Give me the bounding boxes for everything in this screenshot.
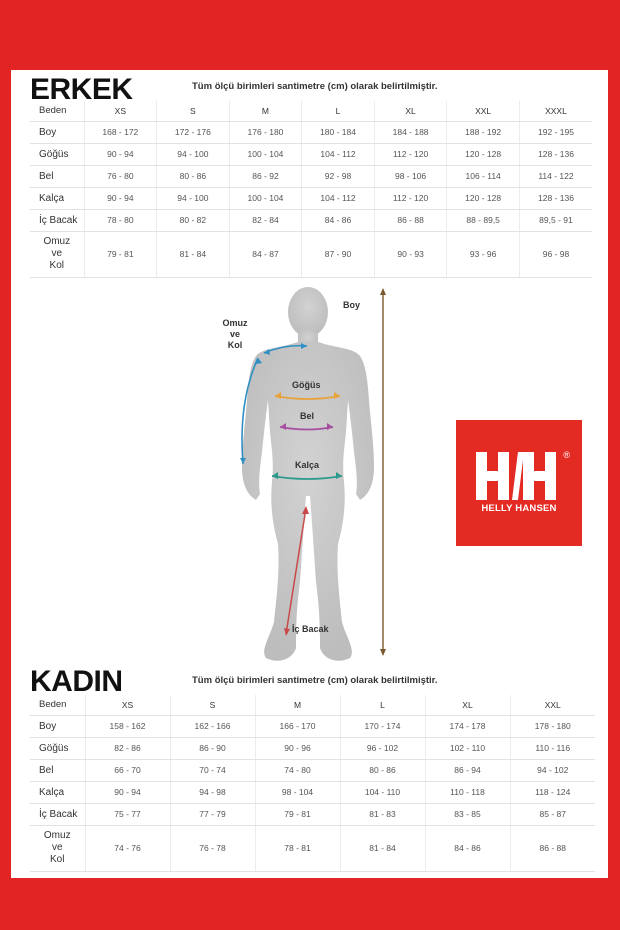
header-cell: S: [170, 695, 255, 715]
table-header-row: [30, 101, 592, 121]
shoulder-arm-label-line: Kol: [227, 340, 243, 350]
table-cell: 96 - 98: [519, 231, 592, 277]
header-cell: L: [340, 695, 425, 715]
table-cell: 86 - 94: [425, 759, 510, 781]
table-cell: 100 - 104: [229, 187, 302, 209]
row-label: İç Bacak: [30, 209, 84, 231]
table-cell: 84 - 87: [229, 231, 302, 277]
table-cell: 75 - 77: [85, 803, 170, 825]
women-units-note: Tüm ölçü birimleri santimetre (cm) olarak belirtilmiştir.: [192, 675, 438, 686]
header-cell: Beden: [30, 695, 85, 715]
table-cell: 170 - 174: [340, 715, 425, 737]
header-cell: M: [255, 695, 340, 715]
table-cell: 86 - 88: [510, 825, 595, 871]
table-row: [30, 737, 595, 759]
table-cell: 188 - 192: [447, 121, 520, 143]
header-cell: XL: [374, 101, 447, 121]
table-row: [30, 715, 595, 737]
men-size-table: [30, 101, 592, 278]
table-cell: 82 - 86: [85, 737, 170, 759]
header-cell: S: [157, 101, 230, 121]
table-cell: 76 - 78: [170, 825, 255, 871]
row-label-line: Omuz: [43, 236, 71, 247]
row-label-line: ve: [51, 842, 63, 853]
inseam-label: İç Bacak: [292, 624, 329, 634]
table-cell: 79 - 81: [84, 231, 157, 277]
helly-hansen-logo: [456, 420, 582, 546]
table-cell: 77 - 79: [170, 803, 255, 825]
row-label: Kalça: [30, 187, 84, 209]
table-cell: 86 - 88: [374, 209, 447, 231]
header-cell: M: [229, 101, 302, 121]
row-label: Göğüs: [30, 737, 85, 759]
table-cell: 110 - 116: [510, 737, 595, 759]
table-cell: 94 - 100: [157, 143, 230, 165]
table-cell: 180 - 184: [302, 121, 375, 143]
table-cell: 120 - 128: [447, 187, 520, 209]
table-row: [30, 121, 592, 143]
row-label-line: Kol: [50, 854, 65, 865]
table-cell: 93 - 96: [447, 231, 520, 277]
table-cell: 78 - 80: [84, 209, 157, 231]
table-cell: 128 - 136: [519, 187, 592, 209]
header-cell: XS: [85, 695, 170, 715]
table-cell: 83 - 85: [425, 803, 510, 825]
table-cell: 114 - 122: [519, 165, 592, 187]
table-cell: 87 - 90: [302, 231, 375, 277]
women-section-title: KADIN: [30, 665, 123, 698]
table-cell: 104 - 112: [302, 143, 375, 165]
table-cell: 128 - 136: [519, 143, 592, 165]
table-cell: 84 - 86: [302, 209, 375, 231]
table-cell: 112 - 120: [374, 143, 447, 165]
row-label: İç Bacak: [30, 803, 85, 825]
table-row: [30, 209, 592, 231]
table-cell: 81 - 84: [340, 825, 425, 871]
table-cell: 79 - 81: [255, 803, 340, 825]
table-row: [30, 165, 592, 187]
table-cell: 158 - 162: [85, 715, 170, 737]
shoulder-arm-label: [220, 318, 250, 351]
table-row: [30, 187, 592, 209]
table-cell: 92 - 98: [302, 165, 375, 187]
table-cell: 102 - 110: [425, 737, 510, 759]
table-cell: 174 - 178: [425, 715, 510, 737]
table-cell: 166 - 170: [255, 715, 340, 737]
table-cell: 80 - 86: [340, 759, 425, 781]
body-measurement-figure: [200, 282, 430, 667]
hip-label: Kalça: [295, 460, 320, 470]
women-size-table: [30, 695, 595, 872]
registered-mark: ®: [563, 450, 570, 460]
table-cell: 94 - 102: [510, 759, 595, 781]
table-row: [30, 803, 595, 825]
table-cell: 178 - 180: [510, 715, 595, 737]
table-cell: 76 - 80: [84, 165, 157, 187]
men-section-title: ERKEK: [30, 73, 133, 106]
table-row: [30, 825, 595, 871]
chest-label: Göğüs: [292, 380, 321, 390]
shoulder-arm-label-line: ve: [229, 329, 240, 339]
table-cell: 89,5 - 91: [519, 209, 592, 231]
row-label: Bel: [30, 165, 84, 187]
table-cell: 118 - 124: [510, 781, 595, 803]
row-label: Bel: [30, 759, 85, 781]
table-cell: 66 - 70: [85, 759, 170, 781]
table-cell: 172 - 176: [157, 121, 230, 143]
height-label: Boy: [343, 300, 361, 310]
table-cell: 162 - 166: [170, 715, 255, 737]
table-cell: 192 - 195: [519, 121, 592, 143]
table-cell: 88 - 89,5: [447, 209, 520, 231]
table-cell: 90 - 94: [84, 143, 157, 165]
men-units-note: Tüm ölçü birimleri santimetre (cm) olarak belirtilmiştir.: [192, 81, 438, 92]
waist-label: Bel: [300, 411, 315, 421]
row-label-line: Omuz: [43, 830, 71, 841]
table-cell: 90 - 96: [255, 737, 340, 759]
table-cell: 80 - 86: [157, 165, 230, 187]
table-row: [30, 143, 592, 165]
header-cell: XXXL: [519, 101, 592, 121]
table-cell: 70 - 74: [170, 759, 255, 781]
table-cell: 86 - 90: [170, 737, 255, 759]
table-header-row: [30, 695, 595, 715]
table-cell: 84 - 86: [425, 825, 510, 871]
table-cell: 120 - 128: [447, 143, 520, 165]
row-label: [30, 825, 85, 871]
table-cell: 104 - 112: [302, 187, 375, 209]
hh-logo-mark-icon: [476, 452, 556, 500]
table-cell: 96 - 102: [340, 737, 425, 759]
row-label: Göğüs: [30, 143, 84, 165]
table-cell: 90 - 94: [84, 187, 157, 209]
header-cell: L: [302, 101, 375, 121]
table-cell: 90 - 93: [374, 231, 447, 277]
header-cell: Beden: [30, 101, 84, 121]
table-cell: 86 - 92: [229, 165, 302, 187]
table-cell: 184 - 188: [374, 121, 447, 143]
table-cell: 98 - 106: [374, 165, 447, 187]
table-cell: 74 - 76: [85, 825, 170, 871]
table-cell: 94 - 100: [157, 187, 230, 209]
table-cell: 104 - 110: [340, 781, 425, 803]
row-label: Boy: [30, 715, 85, 737]
header-cell: XS: [84, 101, 157, 121]
row-label-line: ve: [51, 248, 63, 259]
row-label-line: Kol: [49, 260, 64, 271]
logo-text: HELLY HANSEN: [481, 503, 557, 514]
shoulder-arm-label-line: Omuz: [222, 318, 248, 328]
table-cell: 81 - 84: [157, 231, 230, 277]
row-label: [30, 231, 84, 277]
table-cell: 80 - 82: [157, 209, 230, 231]
table-cell: 74 - 80: [255, 759, 340, 781]
header-cell: XL: [425, 695, 510, 715]
table-row: [30, 759, 595, 781]
header-cell: XXL: [510, 695, 595, 715]
table-row: [30, 231, 592, 277]
header-cell: XXL: [447, 101, 520, 121]
table-cell: 112 - 120: [374, 187, 447, 209]
table-cell: 90 - 94: [85, 781, 170, 803]
table-cell: 100 - 104: [229, 143, 302, 165]
table-cell: 110 - 118: [425, 781, 510, 803]
table-cell: 168 - 172: [84, 121, 157, 143]
table-cell: 78 - 81: [255, 825, 340, 871]
table-cell: 98 - 104: [255, 781, 340, 803]
table-row: [30, 781, 595, 803]
table-cell: 85 - 87: [510, 803, 595, 825]
table-cell: 176 - 180: [229, 121, 302, 143]
table-cell: 81 - 83: [340, 803, 425, 825]
table-cell: 106 - 114: [447, 165, 520, 187]
table-cell: 82 - 84: [229, 209, 302, 231]
table-cell: 94 - 98: [170, 781, 255, 803]
row-label: Kalça: [30, 781, 85, 803]
row-label: Boy: [30, 121, 84, 143]
